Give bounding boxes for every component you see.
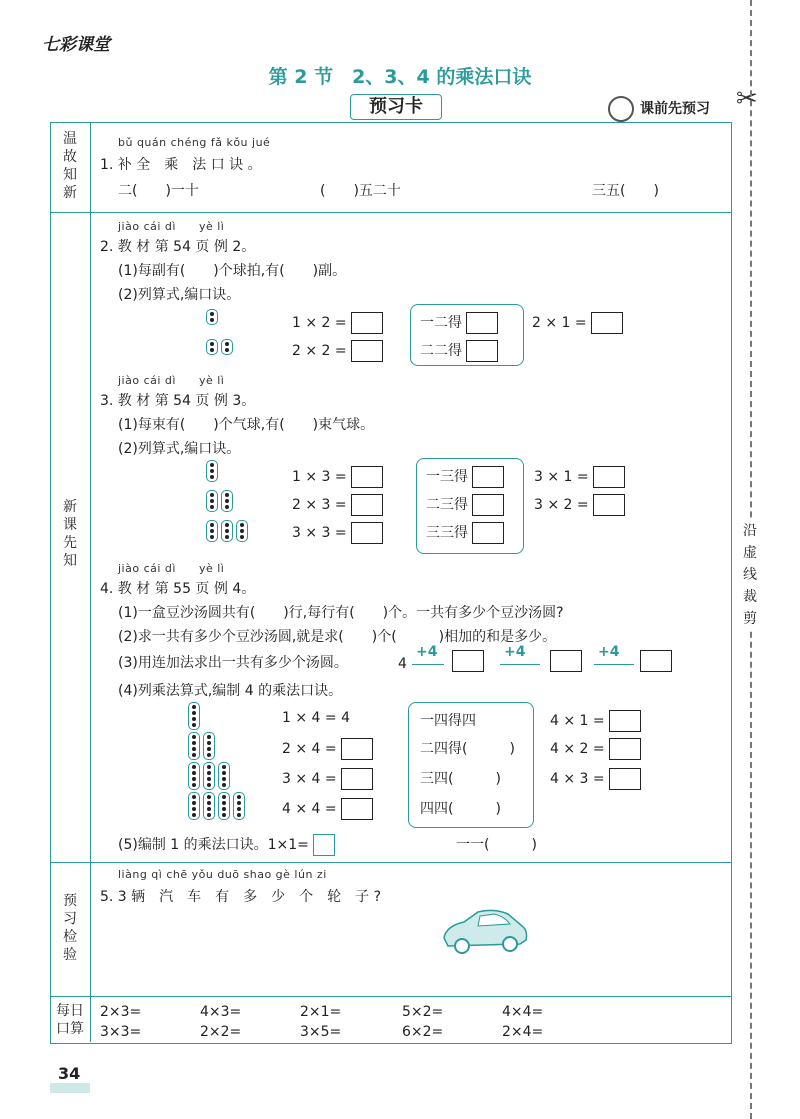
cut-label: 沿虚线裁剪 (740, 520, 760, 630)
q3-dots-2 (206, 490, 236, 512)
daily-1-3: 2×1= (300, 1004, 342, 1020)
answer-box[interactable] (341, 768, 373, 790)
q3-rhyme-3: 三三得 (426, 522, 504, 544)
arrow-icon (500, 664, 540, 665)
q4-chain-start: 4 (398, 656, 407, 672)
answer-box[interactable] (313, 834, 335, 856)
q2-eq-1: 1 × 2 = (292, 312, 383, 334)
q2-rhyme-2: 二二得 (420, 340, 498, 362)
q4-part5-rhyme: 一一( ) (456, 837, 537, 853)
q4-eqr-1: 4 × 1 = (550, 710, 641, 732)
q4-eq-4: 4 × 4 = (282, 798, 373, 820)
row-label-daily: 每日口算 (56, 1003, 84, 1037)
q4-dots-3 (188, 762, 233, 790)
row-label-new: 新课先知 (63, 499, 77, 569)
q4-part2: (2)求一共有多少个豆沙汤圆,就是求( )个( )相加的和是多少。 (118, 629, 557, 645)
answer-box[interactable] (466, 312, 498, 334)
q4-rhyme-1: 一四得四 (420, 713, 476, 729)
q2-rhyme-1: 一二得 (420, 312, 498, 334)
q3-eqr-1: 3 × 1 = (534, 466, 625, 488)
answer-box[interactable] (351, 522, 383, 544)
q2-eqr-1: 2 × 1 = (532, 312, 623, 334)
daily-1-1: 2×3= (100, 1004, 142, 1020)
q4-eqr-3: 4 × 3 = (550, 768, 641, 790)
section-title: 第 2 节 2、3、4 的乘法口诀 (268, 66, 532, 88)
brand-logo: 七彩课堂 (42, 35, 110, 55)
daily-2-3: 3×5= (300, 1024, 342, 1040)
car-illustration (438, 904, 530, 956)
answer-box[interactable] (466, 340, 498, 362)
answer-box[interactable] (351, 466, 383, 488)
q3-title: 3. 教 材 第 54 页 例 3。 (100, 393, 256, 409)
q4-rhyme-3: 三四( ) (420, 771, 501, 787)
plus-label: +4 (416, 644, 438, 660)
daily-2-5: 2×4= (502, 1024, 544, 1040)
daily-2-1: 3×3= (100, 1024, 142, 1040)
answer-box[interactable] (351, 340, 383, 362)
q1-pinyin: bǔ quán chéng fǎ kǒu jué (118, 136, 271, 149)
answer-box[interactable] (593, 494, 625, 516)
answer-box[interactable] (341, 738, 373, 760)
previewer-label: 课前先预习 (640, 101, 710, 117)
answer-box[interactable] (609, 768, 641, 790)
q1-item-2: ( )五二十 (320, 183, 401, 199)
answer-box[interactable] (472, 466, 504, 488)
q4-dots-2 (188, 732, 218, 760)
q2-eq-2: 2 × 2 = (292, 340, 383, 362)
q3-eq-3: 3 × 3 = (292, 522, 383, 544)
daily-1-5: 4×4= (502, 1004, 544, 1020)
q2-dots-2 (206, 336, 236, 355)
answer-box[interactable] (351, 312, 383, 334)
q4-dots-4 (188, 792, 248, 820)
page-number-bar (50, 1083, 90, 1093)
q3-dots-1 (206, 460, 221, 482)
answer-box[interactable] (609, 738, 641, 760)
q2-title: 2. 教 材 第 54 页 例 2。 (100, 239, 256, 255)
plus-label: +4 (598, 644, 620, 660)
q4-part4: (4)列乘法算式,编制 4 的乘法口诀。 (118, 683, 343, 699)
q3-rhyme-1: 一三得 (426, 466, 504, 488)
q4-pinyin: jiào cái dì yè lì (118, 562, 225, 575)
q4-eq-2: 2 × 4 = (282, 738, 373, 760)
q4-part1: (1)一盒豆沙汤圆共有( )行,每行有( )个。一共有多少个豆沙汤圆? (118, 605, 564, 621)
q2-part2: (2)列算式,编口诀。 (118, 287, 241, 303)
divider-2 (50, 862, 732, 863)
row-label-review: 温故知新 (63, 131, 77, 201)
row-label-check: 预习检验 (63, 893, 77, 963)
q3-eqr-2: 3 × 2 = (534, 494, 625, 516)
q4-part5: (5)编制 1 的乘法口诀。1×1= (118, 834, 335, 856)
answer-box[interactable] (640, 650, 672, 672)
q3-rhyme-2: 二三得 (426, 494, 504, 516)
arrow-icon (594, 664, 634, 665)
answer-box[interactable] (609, 710, 641, 732)
q4-dots-1 (188, 702, 203, 730)
q3-part1: (1)每束有( )个气球,有( )束气球。 (118, 417, 375, 433)
q1-title: 1. 补 全 乘 法 口 诀 。 (100, 157, 262, 173)
answer-box[interactable] (472, 494, 504, 516)
q4-eq-3: 3 × 4 = (282, 768, 373, 790)
scissors-icon: ✂ (736, 84, 758, 114)
daily-1-2: 4×3= (200, 1004, 242, 1020)
q4-part3: (3)用连加法求出一共有多少个汤圆。 (118, 655, 348, 671)
daily-1-4: 5×2= (402, 1004, 444, 1020)
q4-title: 4. 教 材 第 55 页 例 4。 (100, 581, 256, 597)
daily-2-2: 2×2= (200, 1024, 242, 1040)
q3-eq-1: 1 × 3 = (292, 466, 383, 488)
clock-icon (608, 96, 634, 122)
q1-item-1: 二( )一十 (118, 183, 199, 199)
q2-dots-1 (206, 306, 221, 325)
plus-label: +4 (504, 644, 526, 660)
arrow-icon (412, 664, 444, 665)
q3-dots-3 (206, 520, 251, 542)
q4-addition-chain (412, 644, 702, 674)
q3-pinyin: jiào cái dì yè lì (118, 374, 225, 387)
answer-box[interactable] (452, 650, 484, 672)
q5-title: 5. 3 辆 汽 车 有 多 少 个 轮 子 ? (100, 889, 382, 905)
answer-box[interactable] (591, 312, 623, 334)
q2-pinyin: jiào cái dì yè lì (118, 220, 225, 233)
divider-3 (50, 996, 732, 997)
q4-eqr-2: 4 × 2 = (550, 738, 641, 760)
card-title: 预习卡 (350, 94, 442, 120)
q5-pinyin: liàng qì chē yǒu duō shao gè lún zi (118, 868, 327, 881)
answer-box[interactable] (472, 522, 504, 544)
q3-eq-2: 2 × 3 = (292, 494, 383, 516)
q4-rhyme-4: 四四( ) (420, 801, 501, 817)
answer-box[interactable] (593, 466, 625, 488)
answer-box[interactable] (550, 650, 582, 672)
answer-box[interactable] (341, 798, 373, 820)
answer-box[interactable] (351, 494, 383, 516)
divider-1 (50, 212, 732, 213)
q4-eq-1: 1 × 4 = 4 (282, 710, 350, 726)
page-number: 34 (58, 1064, 81, 1083)
q3-part2: (2)列算式,编口诀。 (118, 441, 241, 457)
q1-item-3: 三五( ) (592, 183, 659, 199)
q4-rhyme-2: 二四得( ) (420, 741, 515, 757)
daily-2-4: 6×2= (402, 1024, 444, 1040)
previewer-badge (608, 96, 710, 122)
q2-part1: (1)每副有( )个球拍,有( )副。 (118, 263, 347, 279)
